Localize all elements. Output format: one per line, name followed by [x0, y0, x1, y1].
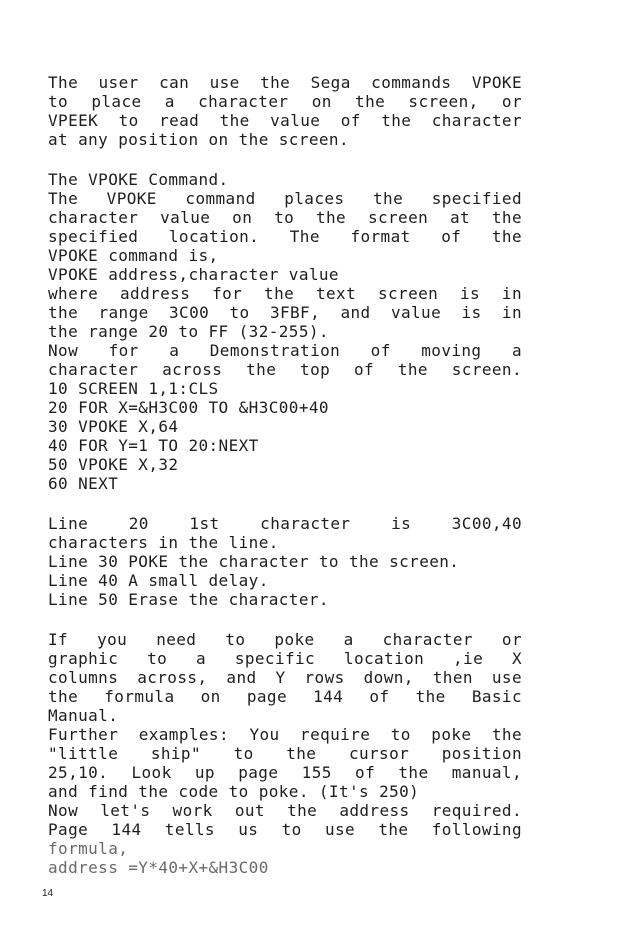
- text-line: VPOKE address,character value: [48, 265, 339, 284]
- text-line: 25,10. Look up page 155 of the manual,: [48, 763, 522, 782]
- code-line: 50 VPOKE X,32: [48, 455, 179, 474]
- text-line: and find the code to poke. (It's 250): [48, 782, 420, 801]
- text-line: Further examples: You require to poke the: [48, 725, 522, 744]
- text-line: specified location. The format of the: [48, 227, 522, 246]
- text-line: VPEEK to read the value of the character: [48, 111, 522, 130]
- text-line: character value on to the screen at the: [48, 208, 522, 227]
- text-line: formula,: [48, 839, 129, 858]
- text-line: columns across, and Y rows down, then use: [48, 668, 522, 687]
- formula-line: address =Y*40+X+&H3C00: [48, 858, 269, 877]
- text-line: Line 30 POKE the character to the screen.: [48, 552, 460, 571]
- text-line: graphic to a specific location ,ie X: [48, 649, 522, 668]
- text-line: Manual.: [48, 706, 119, 725]
- text-line: If you need to poke a character or: [48, 630, 522, 649]
- code-line: 20 FOR X=&H3C00 TO &H3C00+40: [48, 398, 329, 417]
- text-line: Page 144 tells us to use the following: [48, 820, 522, 839]
- text-line: character across the top of the screen.: [48, 360, 522, 379]
- text-line: Now for a Demonstration of moving a: [48, 341, 522, 360]
- text-line: Line 20 1st character is 3C00,40: [48, 514, 522, 533]
- text-line: "little ship" to the cursor position: [48, 744, 522, 763]
- text-line: Now let's work out the address required.: [48, 801, 522, 820]
- text-line: The user can use the Sega commands VPOKE: [48, 73, 522, 92]
- code-line: 30 VPOKE X,64: [48, 417, 179, 436]
- code-line: 10 SCREEN 1,1:CLS: [48, 379, 219, 398]
- code-line: 60 NEXT: [48, 474, 119, 493]
- text-line: the formula on page 144 of the Basic: [48, 687, 522, 706]
- text-line: the range 3C00 to 3FBF, and value is in: [48, 303, 522, 322]
- text-line: VPOKE command is,: [48, 246, 219, 265]
- code-line: 40 FOR Y=1 TO 20:NEXT: [48, 436, 259, 455]
- text-line: The VPOKE command places the specified: [48, 189, 522, 208]
- section-heading: The VPOKE Command.: [48, 170, 229, 189]
- text-line: Line 50 Erase the character.: [48, 590, 329, 609]
- text-line: the range 20 to FF (32-255).: [48, 322, 329, 341]
- text-line: Line 40 A small delay.: [48, 571, 269, 590]
- text-line: characters in the line.: [48, 533, 279, 552]
- page-number: 14: [42, 888, 54, 899]
- text-line: at any position on the screen.: [48, 130, 349, 149]
- text-line: where address for the text screen is in: [48, 284, 522, 303]
- text-line: to place a character on the screen, or: [48, 92, 522, 111]
